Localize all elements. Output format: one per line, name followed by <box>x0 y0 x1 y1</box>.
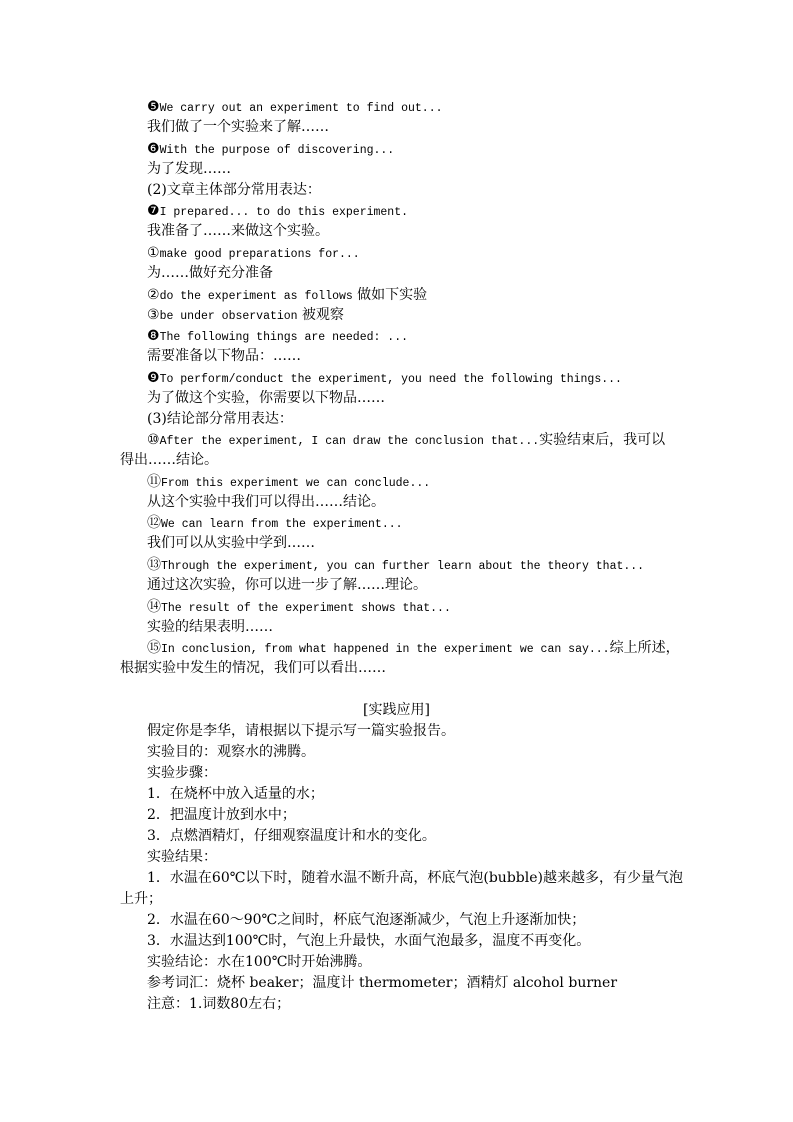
practice-line: 2．把温度计放到水中； <box>147 807 296 823</box>
practice-line: 1．水温在60℃以下时，随着水温不断升高，杯底气泡(bubble)越来越多，有少量气泡 <box>147 870 683 886</box>
english-text: Through the experiment, you can further learn about the theory that... <box>161 560 645 573</box>
practice-line: 实验结论：水在100℃时开始沸腾。 <box>147 954 372 970</box>
english-text: To perform/conduct the experiment, you need the following things... <box>159 373 622 386</box>
practice-line: 参考词汇：烧杯 beaker；温度计 thermometer；酒精灯 alcohol burner <box>147 975 618 991</box>
marker: ③ <box>147 307 160 323</box>
marker: ⑬ <box>147 557 161 573</box>
expression-5 <box>147 97 443 119</box>
english-text: The following things are needed: ... <box>159 331 409 344</box>
english-text: We carry out an experiment to find out... <box>159 102 443 115</box>
expression-14 <box>147 597 451 619</box>
translation-12: 我们可以从实验中学到…… <box>147 535 315 551</box>
marker: ⑩ <box>147 432 160 448</box>
practice-line: 1．在烧杯中放入适量的水； <box>147 786 324 802</box>
chinese-text: 综上所述， <box>609 640 680 656</box>
marker: ❺ <box>147 99 160 115</box>
translation-7: 我准备了……来做这个实验。 <box>147 223 329 239</box>
translation-11: 从这个实验中我们可以得出……结论。 <box>147 494 385 510</box>
section-heading-conclusion: (3)结论部分常用表达： <box>147 411 293 427</box>
marker: ❻ <box>147 141 160 157</box>
expression-13 <box>147 555 644 577</box>
translation-13: 通过这次实验，你可以进一步了解……理论。 <box>147 577 427 593</box>
sub-translation-1: 为……做好充分准备 <box>147 265 273 281</box>
expression-8 <box>147 326 408 348</box>
marker: ⑭ <box>147 599 161 615</box>
practice-line: 实验目的：观察水的沸腾。 <box>147 744 315 760</box>
translation-14: 实验的结果表明…… <box>147 619 273 635</box>
practice-line: 2．水温在60～90℃之间时，杯底气泡逐渐减少，气泡上升逐渐加快； <box>147 912 586 928</box>
marker: ❾ <box>147 370 160 386</box>
expression-7 <box>147 201 408 223</box>
translation-10-continued: 得出……结论。 <box>120 452 218 468</box>
marker: ② <box>147 287 160 303</box>
sub-expression-2 <box>147 285 427 307</box>
translation-6: 为了发现…… <box>147 161 231 177</box>
expression-12 <box>147 513 403 535</box>
expression-9 <box>147 368 622 390</box>
marker: ⑫ <box>147 515 161 531</box>
marker: ⑪ <box>147 474 161 490</box>
english-text: From this experiment we can conclude... <box>161 477 431 490</box>
marker: ❽ <box>147 328 160 344</box>
marker: ❼ <box>147 203 160 219</box>
translation-9: 为了做这个实验，你需要以下物品…… <box>147 390 385 406</box>
english-text: I prepared... to do this experiment. <box>159 206 409 219</box>
chinese-text: 做如下实验 <box>357 287 428 303</box>
english-text: do the experiment as follows <box>159 290 353 303</box>
practice-line: 3．水温达到100℃时，气泡上升最快，水面气泡最多，温度不再变化。 <box>147 933 591 949</box>
chinese-text: 实验结束后，我可以 <box>539 432 666 448</box>
sub-expression-1 <box>147 243 360 265</box>
expression-10 <box>147 430 665 452</box>
practice-line: 3．点燃酒精灯，仔细观察温度计和水的变化。 <box>147 828 436 844</box>
practice-line: 假定你是李华，请根据以下提示写一篇实验报告。 <box>147 723 455 739</box>
english-text: With the purpose of discovering... <box>159 144 395 157</box>
practice-line: 实验步骤： <box>147 765 217 781</box>
expression-15 <box>147 638 680 660</box>
translation-15-continued: 根据实验中发生的情况，我们可以看出…… <box>120 660 386 676</box>
marker: ⑮ <box>147 640 161 656</box>
english-text: be under observation <box>159 310 298 323</box>
marker: ① <box>147 245 160 261</box>
practice-heading: [实践应用] <box>363 702 430 718</box>
english-text: After the experiment, I can draw the conclusion that... <box>159 435 540 448</box>
sub-expression-3 <box>147 305 344 327</box>
expression-11 <box>147 472 430 494</box>
translation-8: 需要准备以下物品：…… <box>147 348 301 364</box>
english-text: In conclusion, from what happened in the experiment we can say... <box>161 643 610 656</box>
expression-6 <box>147 139 394 161</box>
chinese-text: 被观察 <box>301 307 344 323</box>
english-text: The result of the experiment shows that... <box>161 602 451 615</box>
practice-line: 注意：1.词数80左右； <box>147 996 291 1012</box>
english-text: make good preparations for... <box>159 248 360 261</box>
english-text: We can learn from the experiment... <box>161 518 403 531</box>
practice-line: 实验结果： <box>147 849 217 865</box>
section-heading-body: (2)文章主体部分常用表达： <box>147 182 321 198</box>
practice-line: 上升； <box>120 891 162 907</box>
translation-5: 我们做了一个实验来了解…… <box>147 119 329 135</box>
